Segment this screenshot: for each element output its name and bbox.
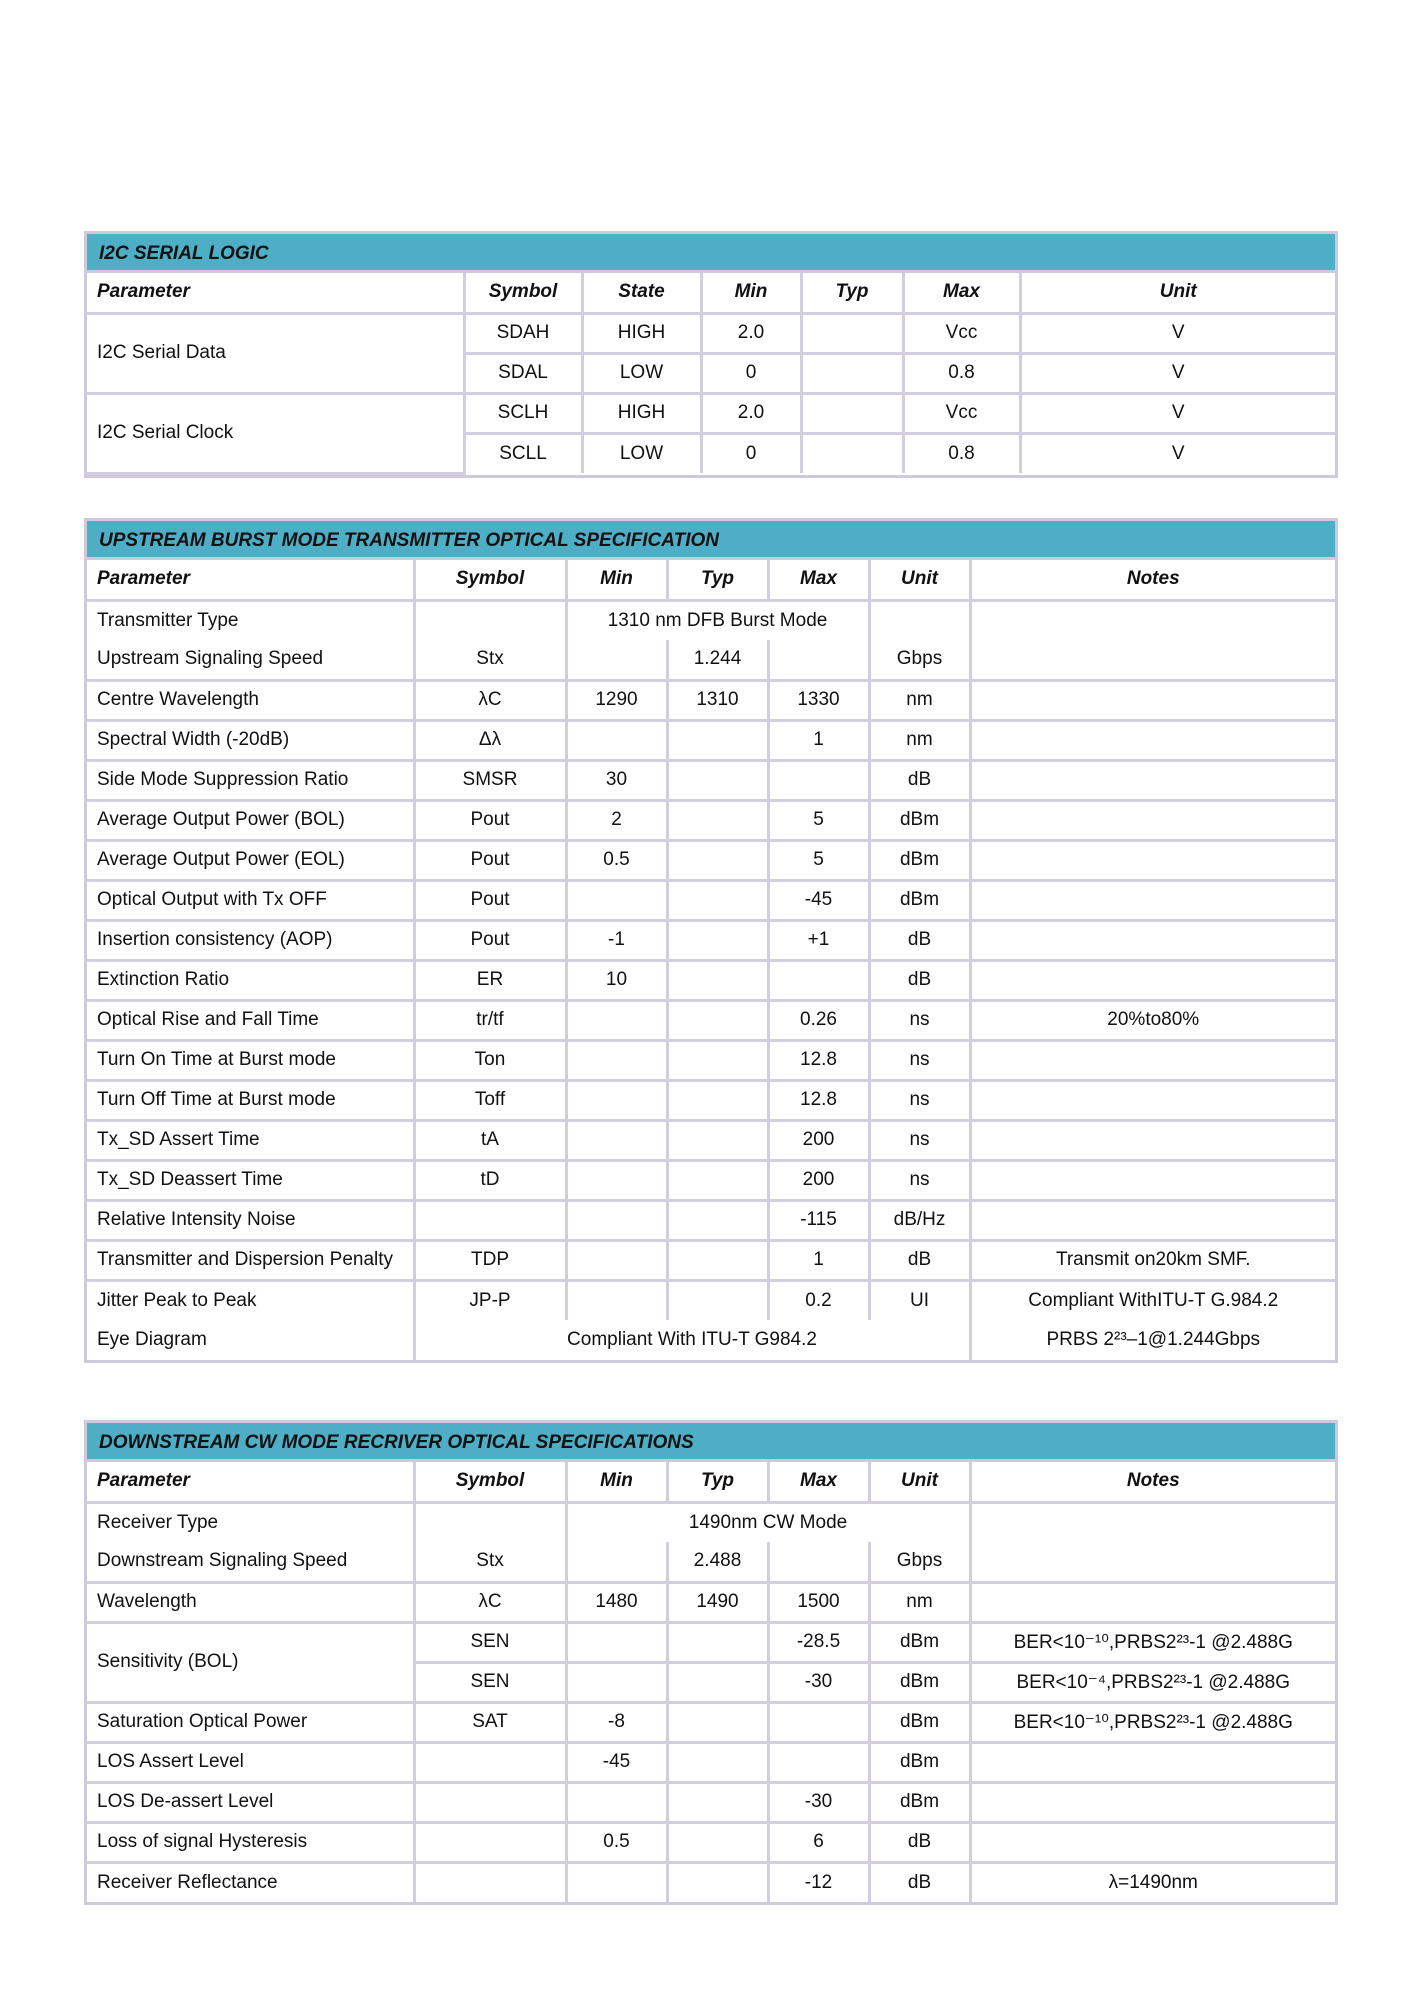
param-cell: I2C Serial Data: [87, 313, 464, 393]
symbol-cell: Stx: [414, 1542, 566, 1582]
merged-value-cell: 1310 nm DFB Burst Mode: [566, 600, 869, 640]
table-row: [87, 1542, 1335, 1582]
symbol-cell: SDAH: [464, 313, 582, 353]
symbol-cell: Stx: [414, 640, 566, 680]
min-cell: [566, 720, 667, 760]
unit-cell: dB: [869, 1862, 970, 1902]
symbol-cell: λC: [414, 680, 566, 720]
min-cell: 0: [701, 433, 801, 473]
symbol-cell: SDAL: [464, 353, 582, 393]
min-cell: 0.5: [566, 840, 667, 880]
notes-cell: [970, 1080, 1335, 1120]
table-row: [87, 1742, 1335, 1782]
min-cell: 1290: [566, 680, 667, 720]
table-row: [87, 1502, 1335, 1542]
merged-value-cell: 1490nm CW Mode: [566, 1502, 970, 1542]
column-header: Max: [768, 560, 869, 600]
unit-cell: nm: [869, 1582, 970, 1622]
symbol-cell: [414, 1200, 566, 1240]
max-cell: [768, 960, 869, 1000]
typ-cell: [667, 960, 768, 1000]
notes-cell: [970, 680, 1335, 720]
column-header: Symbol: [414, 1462, 566, 1502]
max-cell: Vcc: [903, 313, 1020, 353]
notes-cell: BER<10⁻¹⁰,PRBS2²³-1 @2.488G: [970, 1702, 1335, 1742]
section-title: DOWNSTREAM CW MODE RECRIVER OPTICAL SPECIFICATIONS: [87, 1423, 1335, 1462]
max-cell: [768, 1542, 869, 1582]
typ-cell: [667, 720, 768, 760]
unit-cell: ns: [869, 1160, 970, 1200]
symbol-cell: λC: [414, 1582, 566, 1622]
min-cell: 30: [566, 760, 667, 800]
section-title: I2C SERIAL LOGIC: [87, 234, 1335, 273]
min-cell: [566, 1080, 667, 1120]
typ-cell: [667, 1280, 768, 1320]
unit-cell: nm: [869, 680, 970, 720]
table-row: [87, 1320, 1335, 1360]
typ-cell: 1.244: [667, 640, 768, 680]
notes-cell: BER<10⁻⁴,PRBS2²³-1 @2.488G: [970, 1662, 1335, 1702]
symbol-cell: SEN: [414, 1622, 566, 1662]
param-cell: Downstream Signaling Speed: [87, 1542, 414, 1582]
min-cell: [566, 1622, 667, 1662]
table-row: [87, 1702, 1335, 1742]
unit-cell: dBm: [869, 800, 970, 840]
max-cell: 200: [768, 1120, 869, 1160]
param-cell: Extinction Ratio: [87, 960, 414, 1000]
notes-cell: [970, 1742, 1335, 1782]
typ-cell: [801, 353, 903, 393]
param-cell: Optical Rise and Fall Time: [87, 1000, 414, 1040]
unit-cell: dB: [869, 760, 970, 800]
typ-cell: [667, 1080, 768, 1120]
symbol-cell: ER: [414, 960, 566, 1000]
column-header: Unit: [1020, 273, 1335, 313]
typ-cell: [667, 1200, 768, 1240]
symbol-cell: SMSR: [414, 760, 566, 800]
param-cell: Sensitivity (BOL): [87, 1622, 414, 1702]
max-cell: 12.8: [768, 1080, 869, 1120]
table-row: [87, 1782, 1335, 1822]
max-cell: Vcc: [903, 393, 1020, 433]
max-cell: -45: [768, 880, 869, 920]
typ-cell: 1310: [667, 680, 768, 720]
typ-cell: [667, 760, 768, 800]
typ-cell: [667, 1240, 768, 1280]
max-cell: 5: [768, 840, 869, 880]
notes-cell: BER<10⁻¹⁰,PRBS2²³-1 @2.488G: [970, 1622, 1335, 1662]
notes-cell: [970, 960, 1335, 1000]
min-cell: [566, 1200, 667, 1240]
unit-cell: dB: [869, 920, 970, 960]
unit-cell: V: [1020, 353, 1335, 393]
column-header: Max: [768, 1462, 869, 1502]
downstream-receiver-table: [84, 1420, 1338, 1905]
table-row: [87, 393, 1335, 433]
typ-cell: 2.488: [667, 1542, 768, 1582]
table-row: [87, 1040, 1335, 1080]
notes-cell: [970, 1040, 1335, 1080]
symbol-cell: Δλ: [414, 720, 566, 760]
min-cell: 2.0: [701, 393, 801, 433]
symbol-cell: [414, 1502, 566, 1542]
typ-cell: [667, 1000, 768, 1040]
max-cell: 0.8: [903, 433, 1020, 473]
symbol-cell: Toff: [414, 1080, 566, 1120]
param-cell: Wavelength: [87, 1582, 414, 1622]
param-cell: LOS Assert Level: [87, 1742, 414, 1782]
min-cell: [566, 1280, 667, 1320]
typ-cell: [667, 1040, 768, 1080]
param-cell: Optical Output with Tx OFF: [87, 880, 414, 920]
param-cell: Saturation Optical Power: [87, 1702, 414, 1742]
table-row: [87, 1622, 1335, 1662]
table-row: [87, 880, 1335, 920]
min-cell: 2: [566, 800, 667, 840]
typ-cell: [667, 1622, 768, 1662]
max-cell: -115: [768, 1200, 869, 1240]
table-row: [87, 840, 1335, 880]
downstream-table: [87, 1462, 1335, 1902]
state-cell: HIGH: [582, 313, 701, 353]
notes-cell: [970, 600, 1335, 640]
min-cell: -45: [566, 1742, 667, 1782]
unit-cell: dB: [869, 1822, 970, 1862]
symbol-cell: [414, 1782, 566, 1822]
unit-cell: UI: [869, 1280, 970, 1320]
notes-cell: [970, 1120, 1335, 1160]
param-cell: Average Output Power (BOL): [87, 800, 414, 840]
column-header: Parameter: [87, 1462, 414, 1502]
param-cell: LOS De-assert Level: [87, 1782, 414, 1822]
column-header: Typ: [667, 1462, 768, 1502]
unit-cell: ns: [869, 1040, 970, 1080]
min-cell: [566, 1862, 667, 1902]
unit-cell: dB/Hz: [869, 1200, 970, 1240]
symbol-cell: [414, 1862, 566, 1902]
typ-cell: [801, 313, 903, 353]
column-header: Max: [903, 273, 1020, 313]
table-row: [87, 640, 1335, 680]
table-row: [87, 1160, 1335, 1200]
min-cell: 2.0: [701, 313, 801, 353]
column-header: Min: [566, 560, 667, 600]
unit-cell: dBm: [869, 880, 970, 920]
table-row: [87, 1000, 1335, 1040]
unit-cell: dB: [869, 960, 970, 1000]
max-cell: 1: [768, 1240, 869, 1280]
unit-cell: nm: [869, 720, 970, 760]
typ-cell: [801, 433, 903, 473]
column-header: Typ: [667, 560, 768, 600]
symbol-cell: SCLH: [464, 393, 582, 433]
min-cell: -8: [566, 1702, 667, 1742]
symbol-cell: SCLL: [464, 433, 582, 473]
max-cell: 6: [768, 1822, 869, 1862]
column-header: Symbol: [464, 273, 582, 313]
typ-cell: [667, 1742, 768, 1782]
column-header: Notes: [970, 1462, 1335, 1502]
param-cell: Loss of signal Hysteresis: [87, 1822, 414, 1862]
table-row: [87, 1582, 1335, 1622]
upstream-transmitter-table: [84, 518, 1338, 1363]
max-cell: 0.8: [903, 353, 1020, 393]
state-cell: HIGH: [582, 393, 701, 433]
max-cell: 5: [768, 800, 869, 840]
notes-cell: [970, 1542, 1335, 1582]
max-cell: [768, 1702, 869, 1742]
min-cell: [566, 1120, 667, 1160]
symbol-cell: SAT: [414, 1702, 566, 1742]
notes-cell: 20%to80%: [970, 1000, 1335, 1040]
table-row: [87, 1862, 1335, 1902]
notes-cell: [970, 640, 1335, 680]
min-cell: [566, 1160, 667, 1200]
min-cell: 1480: [566, 1582, 667, 1622]
table-row: [87, 680, 1335, 720]
max-cell: -28.5: [768, 1622, 869, 1662]
table-row: [87, 1080, 1335, 1120]
unit-cell: ns: [869, 1000, 970, 1040]
min-cell: [566, 880, 667, 920]
table-row: [87, 600, 1335, 640]
typ-cell: 1490: [667, 1582, 768, 1622]
param-cell: Centre Wavelength: [87, 680, 414, 720]
column-header: Unit: [869, 1462, 970, 1502]
table-row: [87, 1822, 1335, 1862]
typ-cell: [667, 1160, 768, 1200]
max-cell: [768, 1742, 869, 1782]
typ-cell: [667, 840, 768, 880]
section-title: UPSTREAM BURST MODE TRANSMITTER OPTICAL SPECIFICATION: [87, 521, 1335, 560]
table-row: [87, 720, 1335, 760]
column-header: Parameter: [87, 560, 414, 600]
notes-cell: [970, 920, 1335, 960]
symbol-cell: tr/tf: [414, 1000, 566, 1040]
typ-cell: [667, 1782, 768, 1822]
typ-cell: [667, 800, 768, 840]
max-cell: 1500: [768, 1582, 869, 1622]
table-row: [87, 800, 1335, 840]
max-cell: 1: [768, 720, 869, 760]
symbol-cell: tD: [414, 1160, 566, 1200]
unit-cell: V: [1020, 433, 1335, 473]
notes-cell: [970, 1782, 1335, 1822]
param-cell: Tx_SD Deassert Time: [87, 1160, 414, 1200]
table-row: [87, 313, 1335, 353]
unit-cell: Gbps: [869, 1542, 970, 1582]
unit-cell: dBm: [869, 1702, 970, 1742]
param-cell: Tx_SD Assert Time: [87, 1120, 414, 1160]
typ-cell: [667, 920, 768, 960]
notes-cell: [970, 720, 1335, 760]
table-row: [87, 1200, 1335, 1240]
unit-cell: V: [1020, 393, 1335, 433]
min-cell: [566, 1662, 667, 1702]
param-cell: I2C Serial Clock: [87, 393, 464, 473]
max-cell: +1: [768, 920, 869, 960]
unit-cell: dBm: [869, 1742, 970, 1782]
max-cell: -30: [768, 1782, 869, 1822]
param-cell: Eye Diagram: [87, 1320, 414, 1360]
symbol-cell: [414, 1822, 566, 1862]
symbol-cell: Pout: [414, 920, 566, 960]
symbol-cell: TDP: [414, 1240, 566, 1280]
unit-cell: dB: [869, 1240, 970, 1280]
column-header: Parameter: [87, 273, 464, 313]
typ-cell: [801, 393, 903, 433]
max-cell: -12: [768, 1862, 869, 1902]
table-row: [87, 760, 1335, 800]
min-cell: [566, 1040, 667, 1080]
param-cell: Insertion consistency (AOP): [87, 920, 414, 960]
table-row: [87, 1120, 1335, 1160]
i2c-serial-logic-table: [84, 231, 1338, 478]
symbol-cell: Pout: [414, 840, 566, 880]
notes-cell: Transmit on20km SMF.: [970, 1240, 1335, 1280]
max-cell: 12.8: [768, 1040, 869, 1080]
param-cell: Average Output Power (EOL): [87, 840, 414, 880]
table-row: [87, 960, 1335, 1000]
state-cell: LOW: [582, 353, 701, 393]
min-cell: [566, 1542, 667, 1582]
max-cell: 0.2: [768, 1280, 869, 1320]
max-cell: 200: [768, 1160, 869, 1200]
typ-cell: [667, 1662, 768, 1702]
param-cell: Turn On Time at Burst mode: [87, 1040, 414, 1080]
notes-cell: [970, 800, 1335, 840]
param-cell: Relative Intensity Noise: [87, 1200, 414, 1240]
notes-cell: PRBS 2²³–1@1.244Gbps: [970, 1320, 1335, 1360]
max-cell: 0.26: [768, 1000, 869, 1040]
notes-cell: [970, 760, 1335, 800]
merged-value-cell: Compliant With ITU-T G984.2: [414, 1320, 970, 1360]
unit-cell: dBm: [869, 1662, 970, 1702]
notes-cell: [970, 1582, 1335, 1622]
typ-cell: [667, 1702, 768, 1742]
min-cell: [566, 1782, 667, 1822]
unit-cell: Gbps: [869, 640, 970, 680]
column-header: Min: [701, 273, 801, 313]
column-header: Notes: [970, 560, 1335, 600]
param-cell: Spectral Width (-20dB): [87, 720, 414, 760]
symbol-cell: tA: [414, 1120, 566, 1160]
unit-cell: ns: [869, 1120, 970, 1160]
state-cell: LOW: [582, 433, 701, 473]
notes-cell: [970, 1822, 1335, 1862]
param-cell: Jitter Peak to Peak: [87, 1280, 414, 1320]
unit-cell: dBm: [869, 840, 970, 880]
max-cell: [768, 760, 869, 800]
unit-cell: [869, 600, 970, 640]
symbol-cell: Pout: [414, 880, 566, 920]
unit-cell: V: [1020, 313, 1335, 353]
unit-cell: ns: [869, 1080, 970, 1120]
table-row: [87, 1280, 1335, 1320]
column-header: State: [582, 273, 701, 313]
max-cell: 1330: [768, 680, 869, 720]
param-cell: Receiver Reflectance: [87, 1862, 414, 1902]
notes-cell: [970, 1502, 1335, 1542]
typ-cell: [667, 1120, 768, 1160]
upstream-table: [87, 560, 1335, 1360]
param-cell: Upstream Signaling Speed: [87, 640, 414, 680]
param-cell: Transmitter and Dispersion Penalty: [87, 1240, 414, 1280]
column-header: Symbol: [414, 560, 566, 600]
typ-cell: [667, 1862, 768, 1902]
param-cell: Receiver Type: [87, 1502, 414, 1542]
unit-cell: dBm: [869, 1782, 970, 1822]
typ-cell: [667, 880, 768, 920]
min-cell: [566, 1240, 667, 1280]
table-row: [87, 920, 1335, 960]
min-cell: 0.5: [566, 1822, 667, 1862]
min-cell: 0: [701, 353, 801, 393]
i2c-table: [87, 273, 1335, 475]
notes-cell: [970, 1200, 1335, 1240]
symbol-cell: JP-P: [414, 1280, 566, 1320]
typ-cell: [667, 1822, 768, 1862]
symbol-cell: [414, 1742, 566, 1782]
table-row: [87, 1240, 1335, 1280]
min-cell: -1: [566, 920, 667, 960]
min-cell: 10: [566, 960, 667, 1000]
max-cell: [768, 640, 869, 680]
min-cell: [566, 640, 667, 680]
column-header: Unit: [869, 560, 970, 600]
notes-cell: [970, 880, 1335, 920]
min-cell: [566, 1000, 667, 1040]
param-cell: Side Mode Suppression Ratio: [87, 760, 414, 800]
symbol-cell: Ton: [414, 1040, 566, 1080]
notes-cell: λ=1490nm: [970, 1862, 1335, 1902]
symbol-cell: Pout: [414, 800, 566, 840]
symbol-cell: [414, 600, 566, 640]
param-cell: Turn Off Time at Burst mode: [87, 1080, 414, 1120]
notes-cell: [970, 840, 1335, 880]
max-cell: -30: [768, 1662, 869, 1702]
param-cell: Transmitter Type: [87, 600, 414, 640]
notes-cell: Compliant WithITU-T G.984.2: [970, 1280, 1335, 1320]
notes-cell: [970, 1160, 1335, 1200]
symbol-cell: SEN: [414, 1662, 566, 1702]
column-header: Min: [566, 1462, 667, 1502]
unit-cell: dBm: [869, 1622, 970, 1662]
column-header: Typ: [801, 273, 903, 313]
